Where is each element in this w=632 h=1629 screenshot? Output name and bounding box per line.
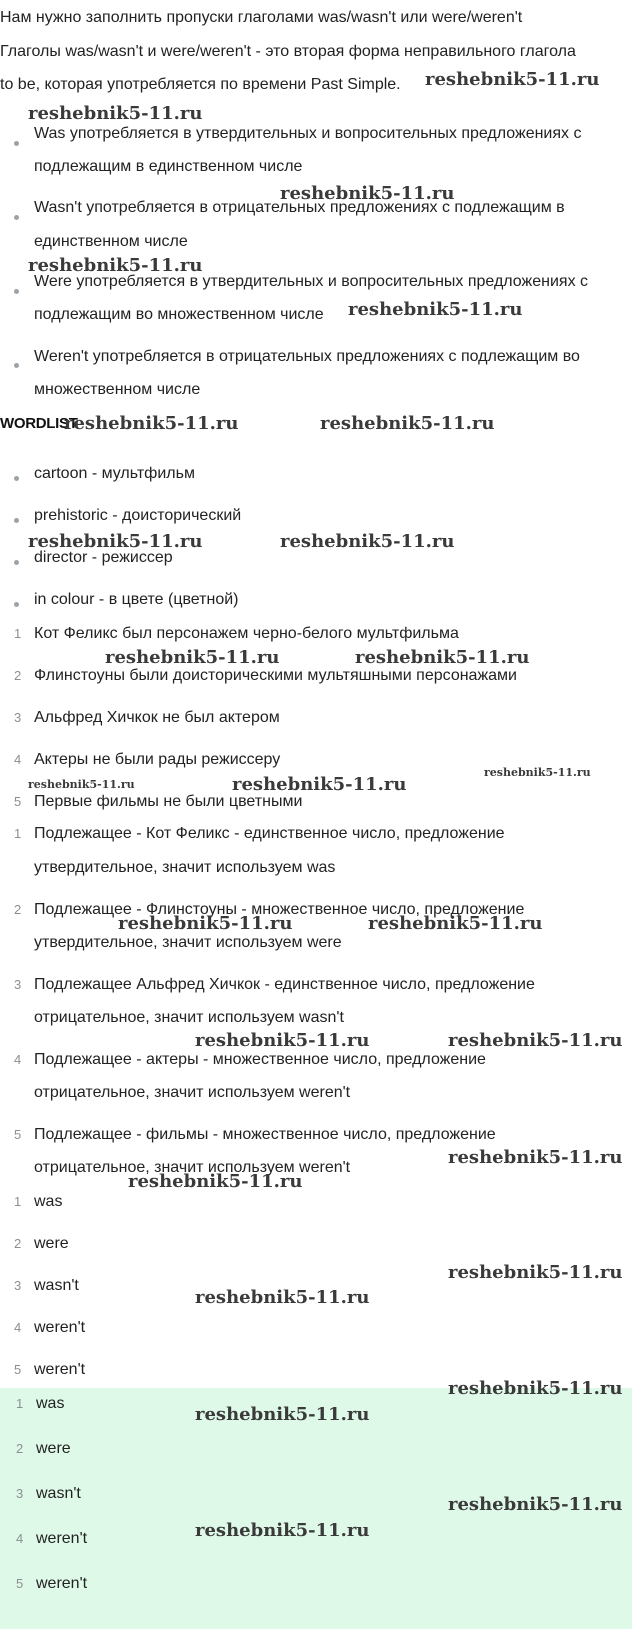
final-answer-item: were [36,1440,71,1457]
item-number: 2 [14,1236,22,1251]
item-number: 3 [14,1278,22,1293]
bullet-marker [14,602,19,607]
analysis-line: утвердительное, значит используем was [34,859,336,876]
item-number: 3 [14,977,22,992]
translation-item: Кот Феликс был персонажем черно-белого мультфильма [34,625,459,642]
rule-line: Wasn't употребляется в отрицательных предложениях с подлежащим в [34,199,565,216]
watermark: reshebnik5-11.ru [280,183,455,204]
wordlist-item: in colour - в цвете (цветной) [34,591,239,608]
watermark: reshebnik5-11.ru [105,647,280,668]
final-answer-item: weren't [36,1530,88,1547]
answer-item: weren't [34,1361,86,1378]
item-number: 1 [16,1396,24,1411]
item-number: 5 [14,794,22,809]
translation-item: Альфред Хичкок не был актером [34,709,280,726]
rule-line: подлежащим в единственном числе [34,158,303,175]
watermark: reshebnik5-11.ru [448,1378,623,1399]
rule-line: подлежащим во множественном числе [34,306,324,323]
explanation-line-1: Глаголы was/wasn't и were/weren't - это вторая форма неправильного глагола [0,43,576,60]
watermark: reshebnik5-11.ru [128,1171,303,1192]
watermark: reshebnik5-11.ru [280,531,455,552]
item-number: 2 [14,668,22,683]
answer-item: wasn't [34,1277,79,1294]
watermark: reshebnik5-11.ru [355,647,530,668]
final-answer-item: wasn't [36,1485,81,1502]
watermark: reshebnik5-11.ru [28,778,135,791]
watermark: reshebnik5-11.ru [195,1287,370,1308]
analysis-line: Подлежащее - Флинстоуны - множественное число, предложение [34,901,525,918]
item-number: 3 [16,1486,24,1501]
item-number: 3 [14,710,22,725]
item-number: 4 [14,1052,22,1067]
rule-line: единственном числе [34,233,188,250]
watermark: reshebnik5-11.ru [368,913,543,934]
analysis-line: отрицательное, значит используем weren't [34,1159,351,1176]
analysis-line: Подлежащее - актеры - множественное число, предложение [34,1051,486,1068]
bullet-marker [14,518,19,523]
answer-item: was [34,1193,63,1210]
bullet-marker [14,476,19,481]
answer-item: were [34,1235,69,1252]
item-number: 5 [14,1127,22,1142]
analysis-line: отрицательное, значит используем wasn't [34,1009,344,1026]
item-number: 2 [14,902,22,917]
watermark: reshebnik5-11.ru [484,766,591,779]
wordlist-title: WORDLIST [0,415,78,432]
item-number: 1 [14,1194,22,1209]
watermark: reshebnik5-11.ru [118,913,293,934]
watermark: reshebnik5-11.ru [195,1520,370,1541]
bullet-marker [14,363,19,368]
translation-item: Актеры не были рады режиссеру [34,751,281,768]
analysis-line: Подлежащее - Кот Феликс - единственное число, предложение [34,825,505,842]
bullet-marker [14,560,19,565]
rule-line: Was употребляется в утвердительных и вопросительных предложениях с [34,125,582,142]
intro-text: Нам нужно заполнить пропуски глаголами was/wasn't или were/weren't [0,9,523,26]
translation-item: Флинстоуны были доисторическими мультяшными персонажами [34,667,517,684]
wordlist-item: cartoon - мультфильм [34,465,195,482]
final-answer-item: weren't [36,1575,88,1592]
watermark: reshebnik5-11.ru [195,1030,370,1051]
watermark: reshebnik5-11.ru [320,413,495,434]
wordlist-item: director - режиссер [34,549,173,566]
item-number: 2 [16,1441,24,1456]
final-answer-item: was [36,1395,65,1412]
watermark: reshebnik5-11.ru [448,1147,623,1168]
bullet-marker [14,141,19,146]
watermark: reshebnik5-11.ru [348,299,523,320]
rule-line: Were употребляется в утвердительных и вопросительных предложениях с [34,273,589,290]
watermark: reshebnik5-11.ru [448,1030,623,1051]
watermark: reshebnik5-11.ru [28,103,203,124]
item-number: 5 [14,1362,22,1377]
wordlist-item: prehistoric - доисторический [34,507,242,524]
watermark: reshebnik5-11.ru [28,531,203,552]
analysis-line: отрицательное, значит используем weren't [34,1084,351,1101]
watermark: reshebnik5-11.ru [28,255,203,276]
watermark: reshebnik5-11.ru [64,413,239,434]
item-number: 4 [14,752,22,767]
answer-item: weren't [34,1319,86,1336]
watermark: reshebnik5-11.ru [448,1262,623,1283]
watermark: reshebnik5-11.ru [195,1404,370,1425]
analysis-line: Подлежащее Альфред Хичкок - единственное число, предложение [34,976,535,993]
watermark: reshebnik5-11.ru [448,1494,623,1515]
watermark: reshebnik5-11.ru [232,774,407,795]
analysis-line: Подлежащее - фильмы - множественное число, предложение [34,1126,496,1143]
explanation-line-2: to be, которая употребляется по времени Past Simple. [0,76,401,93]
item-number: 4 [14,1320,22,1335]
rule-line: множественном числе [34,381,201,398]
watermark: reshebnik5-11.ru [425,69,600,90]
item-number: 5 [16,1576,24,1591]
analysis-line: утвердительное, значит используем were [34,934,342,951]
bullet-marker [14,289,19,294]
item-number: 1 [14,826,22,841]
item-number: 4 [16,1531,24,1546]
bullet-marker [14,215,19,220]
item-number: 1 [14,626,22,641]
rule-line: Weren't употребляется в отрицательных предложениях с подлежащим во [34,348,580,365]
translation-item: Первые фильмы не были цветными [34,793,303,810]
